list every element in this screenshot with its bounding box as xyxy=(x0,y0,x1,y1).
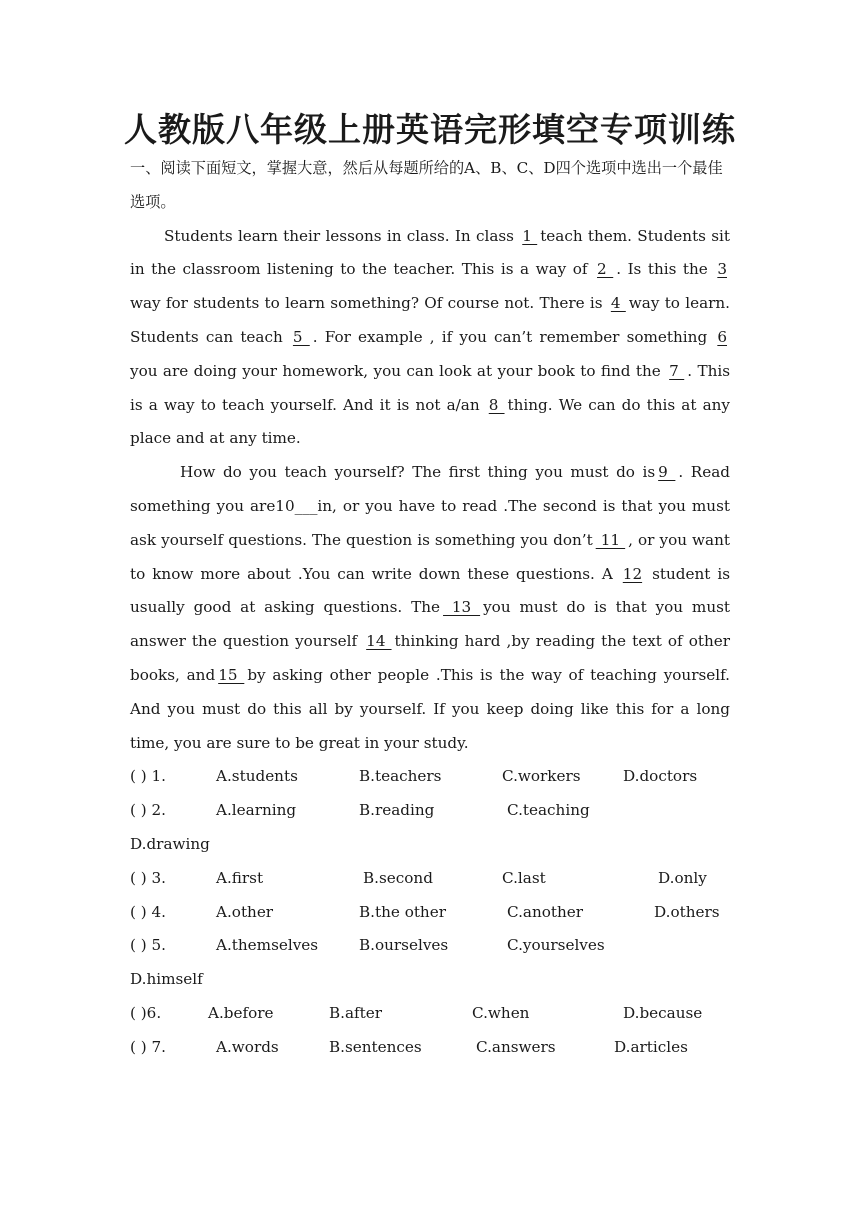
blank-12: 12 xyxy=(622,564,643,583)
option-b: B.the other xyxy=(359,902,446,921)
blank-13: 13 xyxy=(443,598,481,617)
option-d: D.only xyxy=(658,868,707,887)
blank-8: 8 xyxy=(488,395,505,414)
blank-2: 2 xyxy=(597,260,614,279)
passage-text: . Is this the xyxy=(616,260,715,279)
option-b: B.reading xyxy=(359,801,435,820)
option-c: C.when xyxy=(472,1003,530,1022)
passage-text: . Read something you are10___in, or you have to read .The second is that you must ask yourself questions. The question is something you don’t xyxy=(130,463,730,549)
question-item xyxy=(130,896,730,930)
option-a: A.themselves xyxy=(216,936,319,955)
option-c: C.last xyxy=(502,868,546,887)
option-c: C.answers xyxy=(476,1037,556,1056)
option-c: C.workers xyxy=(502,767,581,786)
question-item xyxy=(130,997,730,1031)
passage-paragraph-2 xyxy=(130,456,730,760)
question-number: ( ) 1. xyxy=(130,767,166,786)
option-c: C.yourselves xyxy=(507,936,605,955)
option-c: C.another xyxy=(507,902,584,921)
option-b: B.second xyxy=(363,868,433,887)
passage-text: , or you want to know more about .You can write down these questions. A xyxy=(130,530,730,583)
passage-text: . For example , if you can’t remember something xyxy=(312,327,715,346)
option-a: A.learning xyxy=(216,801,297,820)
option-b: B.ourselves xyxy=(359,936,449,955)
question-item xyxy=(130,1031,730,1065)
blank-4: 4 xyxy=(610,294,626,313)
option-a: A.other xyxy=(216,902,274,921)
question-item xyxy=(130,929,730,963)
blank-11: 11 xyxy=(595,530,626,549)
option-a: A.words xyxy=(216,1037,279,1056)
question-number: ( ) 2. xyxy=(130,801,166,820)
question-item-wrap xyxy=(130,828,730,862)
option-d: D.others xyxy=(654,902,720,921)
blank-15: 15 xyxy=(218,665,245,684)
passage-text: you are doing your homework, you can look at your book to find the xyxy=(130,361,667,380)
passage-text: you must do is that you must answer the question yourself xyxy=(130,598,731,651)
option-c: C.teaching xyxy=(507,801,590,820)
passage-paragraph-1 xyxy=(130,220,730,457)
passage-text: by asking other people .This is the way of teaching yourself. And you must do this all by yourself. If you keep doing like this for a long time, you are sure to be great in your study. xyxy=(130,665,731,752)
option-d: D.doctors xyxy=(623,767,698,786)
document-title: 人教版八年级上册英语完形填空专项训练 xyxy=(124,110,736,149)
option-b: B.after xyxy=(329,1003,383,1022)
instruction-text: 一、阅读下面短文，掌握大意，然后从每题所给的A、B、C、D四个选项中选出一个最佳选项。 xyxy=(130,159,723,211)
passage-text: way for students to learn something? Of course not. There is xyxy=(130,294,608,313)
passage-text: thinking hard ,by reading the text of other books, and xyxy=(130,632,731,684)
blank-7: 7 xyxy=(669,361,685,380)
passage-text: thing. We can do this at any place and at any time. xyxy=(130,395,730,448)
document-content xyxy=(130,152,730,1065)
blank-6: 6 xyxy=(717,327,727,346)
blank-3: 3 xyxy=(717,260,727,279)
passage-text: teach them. Students sit in the classroom listening to the teacher. This is a way of xyxy=(130,226,731,279)
question-number: ( )6. xyxy=(130,1003,162,1022)
question-item xyxy=(130,794,730,828)
passage-text: How do you teach yourself? The first thing you must do is xyxy=(180,463,656,482)
option-d: D.himself xyxy=(130,970,203,989)
option-a: A.before xyxy=(208,1003,274,1022)
option-b: B.teachers xyxy=(359,767,442,786)
blank-5: 5 xyxy=(292,327,310,346)
passage-text: student is usually good at asking questions. The xyxy=(130,564,730,617)
question-number: ( ) 4. xyxy=(130,902,166,921)
question-number: ( ) 5. xyxy=(130,936,166,955)
option-a: A.students xyxy=(216,767,298,786)
option-a: A.first xyxy=(216,868,264,887)
option-d: D.articles xyxy=(614,1037,688,1056)
question-number: ( ) 7. xyxy=(130,1037,166,1056)
passage-text: Students learn their lessons in class. In class xyxy=(164,226,520,245)
passage-text: . This is a way to teach yourself. And it is not a/an xyxy=(130,361,731,414)
option-d: D.drawing xyxy=(130,834,210,853)
option-b: B.sentences xyxy=(329,1037,422,1056)
question-item xyxy=(130,760,730,794)
option-d: D.because xyxy=(623,1003,703,1022)
blank-1: 1 xyxy=(522,226,538,245)
passage-text: way to learn. Students can teach xyxy=(130,294,730,346)
blank-14: 14 xyxy=(366,632,392,651)
question-number: ( ) 3. xyxy=(130,868,166,887)
blank-9: 9 xyxy=(658,463,676,482)
question-item-wrap xyxy=(130,963,730,997)
question-item xyxy=(130,862,730,896)
